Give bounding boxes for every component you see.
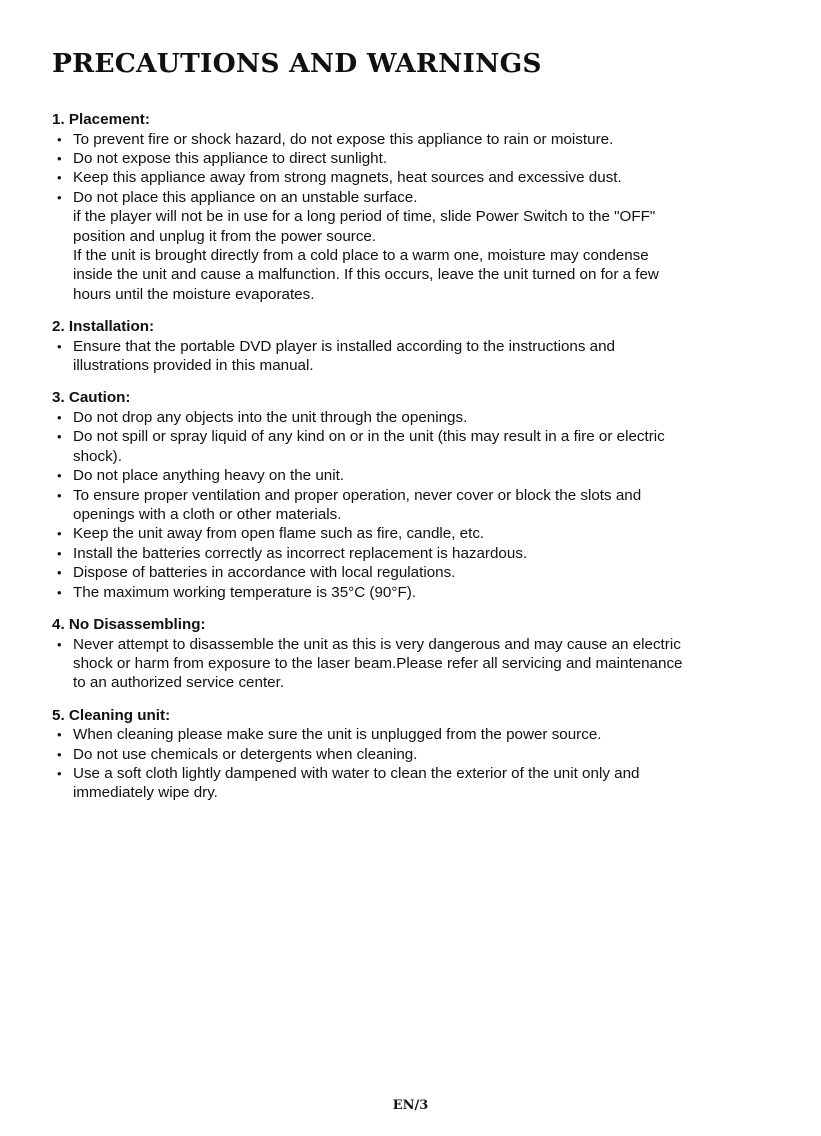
document-body [52, 110, 787, 816]
section-lines [52, 337, 787, 376]
section-caution [52, 388, 787, 602]
bullet-item: • When cleaning please make sure the unit is unplugged from the power source. [52, 725, 787, 744]
continuation-line: inside the unit and cause a malfunction. If this occurs, leave the unit turned on for a few [73, 266, 659, 284]
section-lines [52, 635, 787, 693]
continuation-line: if the player will not be in use for a long period of time, slide Power Switch to the "OFF" [73, 208, 656, 226]
bullet-item: • Do not use chemicals or detergents when cleaning. [52, 745, 787, 764]
continuation-line: shock). [73, 447, 122, 465]
section-placement [52, 110, 787, 304]
section-heading: 1. Placement: [52, 111, 150, 128]
bullet-item: • Do not place anything heavy on the unit. [52, 466, 787, 485]
section-lines [52, 725, 787, 803]
continuation-line: position and unplug it from the power source. [73, 227, 377, 245]
bullet-item: • Dispose of batteries in accordance with local regulations. [52, 563, 787, 582]
section-no-disassembling [52, 615, 787, 693]
bullet-item: • Use a soft cloth lightly dampened with water to clean the exterior of the unit only and [52, 764, 787, 783]
section-cleaning-unit [52, 706, 787, 803]
continuation-line: If the unit is brought directly from a cold place to a warm one, moisture may condense [73, 246, 649, 264]
continuation-line: illustrations provided in this manual. [73, 357, 314, 375]
bullet-item: • Keep the unit away from open flame such as fire, candle, etc. [52, 524, 787, 543]
section-lines [52, 408, 787, 602]
bullet-item: • Do not place this appliance on an unstable surface. [52, 188, 787, 207]
bullet-item: • To prevent fire or shock hazard, do not expose this appliance to rain or moisture. [52, 130, 787, 149]
page-title: PRECAUTIONS AND WARNINGS [52, 48, 542, 79]
continuation-line: to an authorized service center. [73, 674, 285, 692]
bullet-item: • Install the batteries correctly as incorrect replacement is hazardous. [52, 544, 787, 563]
section-lines [52, 130, 787, 305]
continuation-line: hours until the moisture evaporates. [73, 285, 315, 303]
bullet-item: • The maximum working temperature is 35°C (90°F). [52, 583, 787, 602]
section-heading: 4. No Disassembling: [52, 616, 206, 634]
continuation-line: immediately wipe dry. [73, 784, 218, 802]
section-heading: 2. Installation: [52, 318, 155, 336]
bullet-item: • Keep this appliance away from strong magnets, heat sources and excessive dust. [52, 168, 787, 187]
section-heading: 5. Cleaning unit: [52, 706, 171, 724]
page-number: EN/3 [392, 1098, 429, 1113]
bullet-item: • Do not spill or spray liquid of any kind on or in the unit (this may result in a fire or electric [52, 427, 787, 446]
continuation-line: openings with a cloth or other materials. [73, 506, 342, 523]
section-installation [52, 317, 787, 375]
bullet-item: • Ensure that the portable DVD player is installed according to the instructions and [52, 337, 787, 356]
bullet-item: • Do not drop any objects into the unit through the openings. [52, 408, 787, 427]
bullet-item: • Do not expose this appliance to direct sunlight. [52, 149, 787, 168]
section-heading: 3. Caution: [52, 389, 131, 407]
continuation-line: shock or harm from exposure to the laser beam.Please refer all servicing and maintenance [73, 654, 683, 672]
bullet-item: • Never attempt to disassemble the unit as this is very dangerous and may cause an electric [52, 635, 787, 654]
bullet-item: • To ensure proper ventilation and proper operation, never cover or block the slots and [52, 486, 787, 505]
